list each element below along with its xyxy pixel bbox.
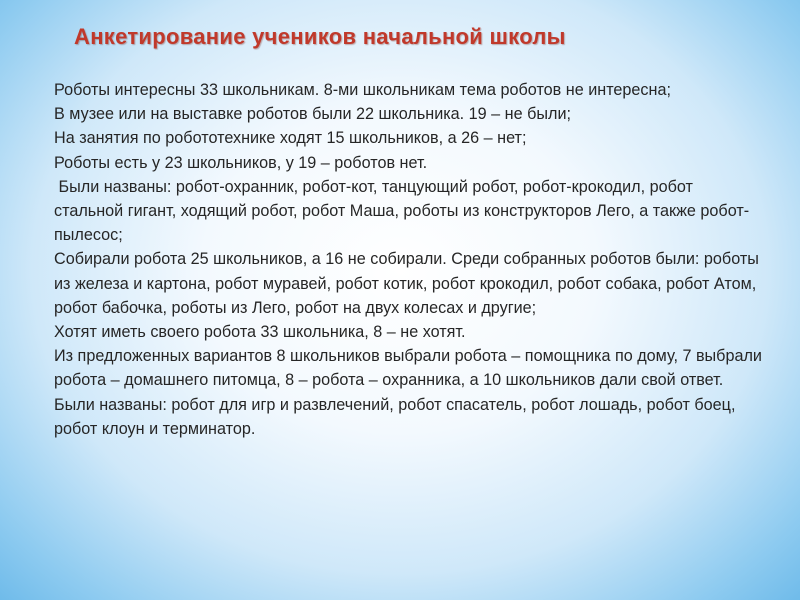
paragraph-robotics-classes: На занятия по робототехнике ходят 15 школьников, а 26 – нет; [54, 129, 527, 148]
slide-title: Анкетирование учеников начальной школы [74, 24, 566, 49]
paragraph-robot-choices: Из предложенных вариантов 8 школьников выбрали робота – помощника по дому, 7 выбрали робота – домашнего питомца, 8 – робота – охранника, а 10 школьников дали свой ответ. Были названы: робот для игр и развлечений, робот спасатель, робот лошадь, робот боец, робот клоун и терминатор. [54, 347, 767, 438]
paragraph-built-robots: Собирали робота 25 школьников, а 16 не собирали. Среди собранных роботов были: роботы из железа и картона, робот муравей, робот котик, робот крокодил, робот собака, робот Атом, робот бабочка, роботы из Лего, робот на двух колесах и другие; [54, 250, 764, 317]
slide-body [54, 78, 767, 441]
paragraph-robots-interest: Роботы интересны 33 школьникам. 8-ми школьникам тема роботов не интересна; [54, 81, 671, 99]
paragraph-museum-visits: В музее или на выставке роботов были 22 школьника. 19 – не были; [54, 105, 572, 124]
paragraph-robot-ownership: Роботы есть у 23 школьников, у 19 – роботов нет. [54, 153, 428, 172]
paragraph-want-robot: Хотят иметь своего робота 33 школьника, 8 – не хотят. [54, 323, 466, 342]
paragraph-named-robots: Были названы: робот-охранник, робот-кот, танцующий робот, робот-крокодил, робот стальной гигант, ходящий робот, робот Маша, роботы из конструкторов Лего, а также робот-пылесос; [54, 177, 750, 245]
